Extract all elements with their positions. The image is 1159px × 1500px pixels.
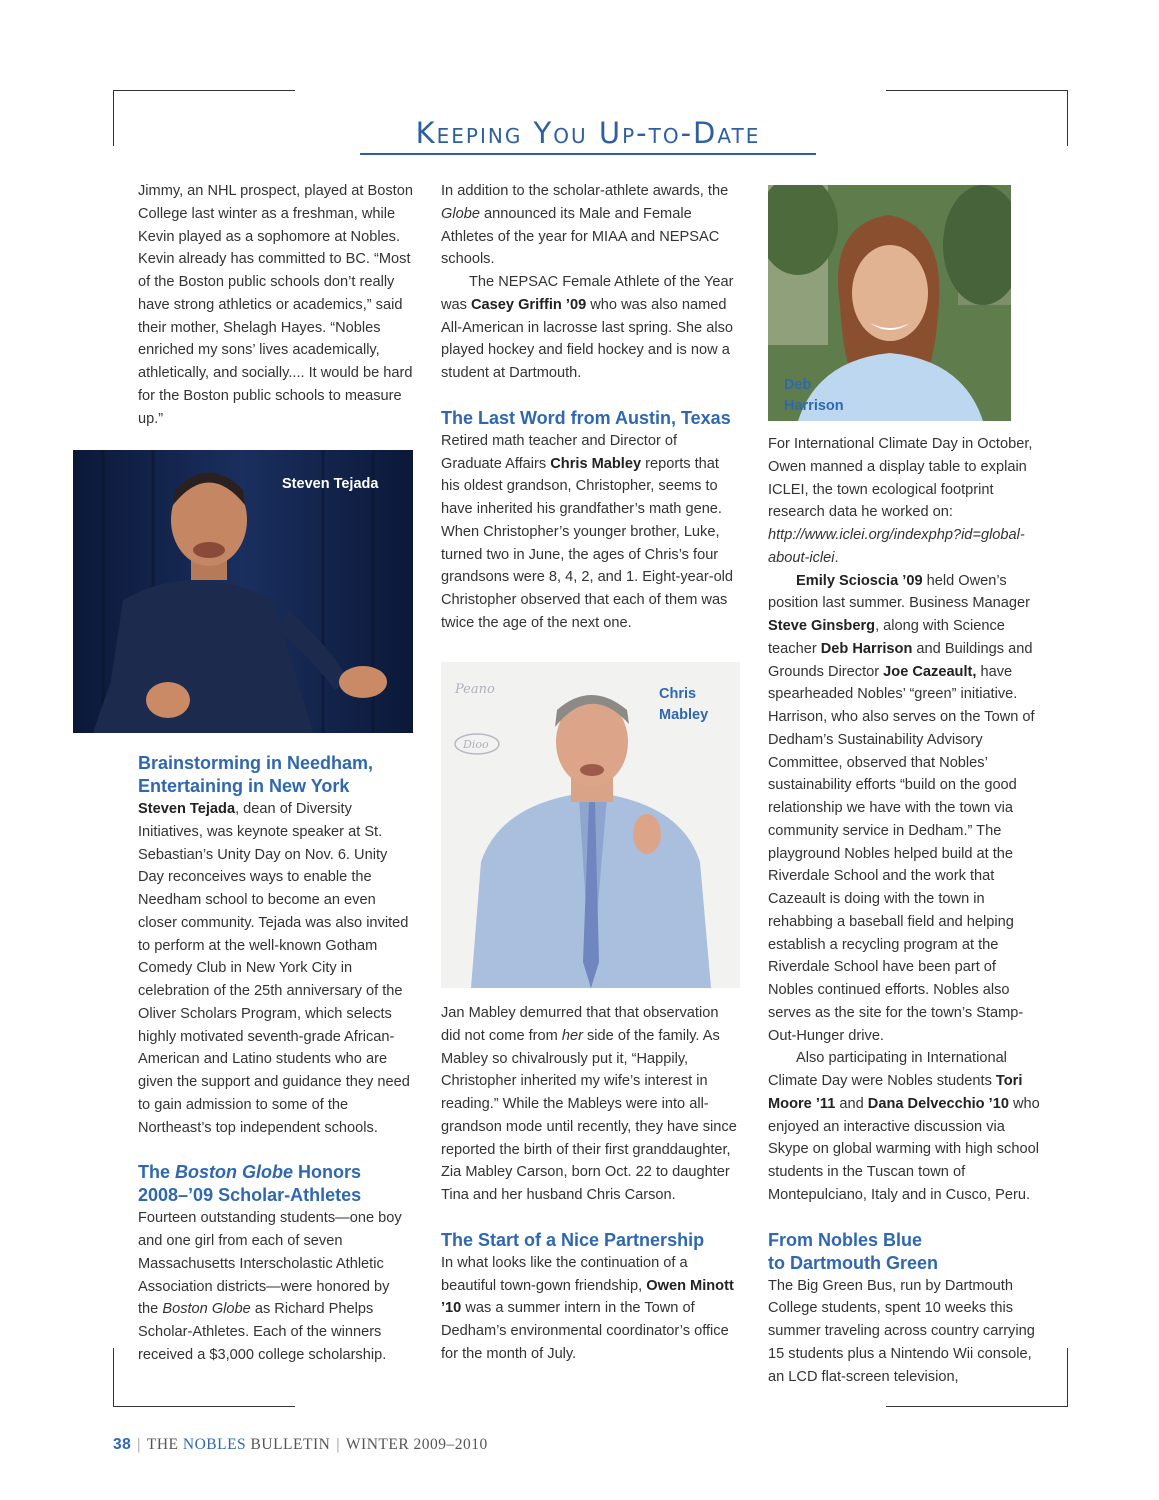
column-2-bottom xyxy=(441,1002,741,1366)
section-heading-partnership: The Start of a Nice Partnership xyxy=(441,1229,705,1250)
name-steven-tejada: Steven Tejada xyxy=(138,801,236,817)
iclei-url: http://www.iclei.org/indexphp?id=global-about-iclei xyxy=(768,527,1025,566)
page-header-title: Keeping You Up-to-Date xyxy=(415,116,761,150)
chris-mabley-photo xyxy=(441,662,740,988)
austin-paragraph: Retired math teacher and Director of Graduate Affairs Chris Mabley reports that his oldest grandson, Christopher, seems to have inherited his grandfather’s math gene. When Christopher’s younger brother, Luke, turned two in June, the ages of Chris’s four grandsons were 8, 4, 2, and 1. Eight-year-old Christopher observed that each of them was twice the age of the next one. xyxy=(441,432,734,631)
page-number: 38 xyxy=(113,1436,132,1453)
section-heading-dartmouth: From Nobles Blue to Dartmouth Green xyxy=(768,1229,939,1273)
deb-harrison-photo xyxy=(768,185,1011,421)
partnership-paragraph: In what looks like the continuation of a beautiful town-gown friendship, Owen Minott ’10 was a summer intern in the Town of Dedham’s environmental coordinator’s office for the month of July. xyxy=(441,1254,734,1362)
frame-bottom-left-h xyxy=(113,1406,295,1407)
column-1-top xyxy=(138,180,413,430)
name-casey-griffin: Casey Griffin ’09 xyxy=(471,296,587,313)
whiteboard-text-2: Dioo xyxy=(463,738,489,751)
name-chris-mabley: Chris Mabley xyxy=(550,455,642,472)
chris-mabley-caption: Chris Mabley xyxy=(659,686,709,723)
section-heading-globe: The Boston Globe Honors 2008–’09 Scholar-Athletes xyxy=(138,1162,362,1206)
mabley-paragraph: Jan Mabley demurred that that observation did not come from her side of the family. As Mabley so chivalrously put it, “Happily, Christopher inherited my wife’s interest in reading.” While the Mableys were into all-grandson mode until recently, they have since reported the birth of their first granddaughter, Zia Mabley Carson, born Oct. 22 to daughter Tina and her husband Chris Carson. xyxy=(441,1005,737,1203)
frame-bottom-right-v xyxy=(1067,1348,1068,1406)
column-1-bottom xyxy=(138,752,413,1367)
green-initiative-paragraph: Emily Scioscia ’09 held Owen’s position last summer. Business Manager Steve Ginsberg, along with Science teacher Deb Harrison and Buildings and Grounds Director Joe Cazeault, have spearheaded Nobles’ “green” initiative. Harrison, who also serves on the Town of Dedham’s Sustainability Advisory Committee, observed that Nobles’ sustainability efforts “build on the good relationship we have with the town via community service in Dedham.” The playground Nobles helped build at the Riverdale School and the work that Cazeault is doing with the town in rehabbing a baseball field and helping establish a recycling program at the Riverdale School have been part of Nobles continued efforts. Nobles also serves as the site for the town’s Stamp-Out-Hunger drive. xyxy=(768,572,1035,1044)
page-footer: 38 | THE NOBLES BULLETIN | WINTER 2009–2010 xyxy=(113,1436,488,1453)
header-rule xyxy=(360,153,816,155)
frame-top-left-h xyxy=(113,90,295,91)
globe-paragraph: Fourteen outstanding students—one boy and one girl from each of seven Massachusetts Interscholastic Athletic Association districts—were honored by the Boston Globe as Richard Phelps Scholar-Athletes. Each of the winners received a $3,000 college scholarship. xyxy=(138,1210,402,1363)
col2-nepsac-paragraph: The NEPSAC Female Athlete of the Year was Casey Griffin ’09 who was also named All-American in lacrosse last spring. She also played hockey and field hockey and is now a student at Dartmouth. xyxy=(441,274,734,381)
whiteboard-text-1: Peano xyxy=(455,682,495,697)
frame-top-left-v xyxy=(113,90,114,146)
climate-day-paragraph: For International Climate Day in October, Owen manned a display table to explain ICLEI, the town ecological footprint research data he worked on: http://www.iclei.org/indexphp?id=global-about-iclei. xyxy=(768,436,1033,566)
column-3 xyxy=(768,433,1043,1388)
name-owen-minott: Owen Minott ’10 xyxy=(441,1277,734,1317)
issue-date: WINTER 2009–2010 xyxy=(345,1436,488,1453)
frame-top-right-v xyxy=(1067,90,1068,146)
needham-paragraph: Steven Tejada, dean of Diversity Initiatives, was keynote speaker at St. Sebastian’s Unity Day on Nov. 6. Unity Day reconceives ways to enable the Needham school to become an even closer community. Tejada was also invited to perform at the well-known Gotham Comedy Club in New York City in celebration of the 25th anniversary of the Oliver Scholars Program, which selects highly motivated seventh-grade African-American and Latino students who are given the support and guidance they need to gain admission to some of the Northeast’s top independent schools. xyxy=(138,801,410,1136)
big-green-bus-paragraph: The Big Green Bus, run by Dartmouth College students, spent 10 weeks this summer traveling across country carrying 15 students plus a Nintendo Wii console, an LCD flat-screen television, xyxy=(768,1277,1035,1385)
frame-bottom-left-v xyxy=(113,1348,114,1406)
column-2-top xyxy=(441,180,741,635)
col2-awards-paragraph: In addition to the scholar-athlete awards, the Globe announced its Male and Female Athletes of the year for MIAA and NEPSAC schools. xyxy=(441,183,729,268)
steven-tejada-caption: Steven Tejada xyxy=(282,476,379,492)
steven-tejada-photo xyxy=(73,450,413,733)
section-heading-needham: Brainstorming in Needham, Entertaining in New York xyxy=(138,753,374,796)
publication-name: THE NOBLES BULLETIN xyxy=(146,1436,331,1453)
skype-paragraph: Also participating in International Climate Day were Nobles students Tori Moore ’11 and Dana Delvecchio ’10 who enjoyed an interactive discussion via Skype on global warming with high school students in the Tuscan town of Montepulciano, Italy and in Cusco, Peru. xyxy=(768,1050,1040,1203)
deb-harrison-caption: Deb Harrison xyxy=(784,377,844,414)
col1-intro-paragraph: Jimmy, an NHL prospect, played at Boston College last winter as a freshman, while Kevin played as a sophomore at Nobles. Kevin already has committed to BC. “Most of the Boston public schools don’t really have strong athletics or academics,” said their mother, Shelagh Hayes. “Nobles enriched my sons’ lives academically, athletically, and socially.... It would be hard for the Boston public schools to measure up.” xyxy=(138,183,413,427)
section-heading-austin: The Last Word from Austin, Texas xyxy=(441,407,731,428)
frame-top-right-h xyxy=(886,90,1068,91)
frame-bottom-right-h xyxy=(886,1406,1068,1407)
